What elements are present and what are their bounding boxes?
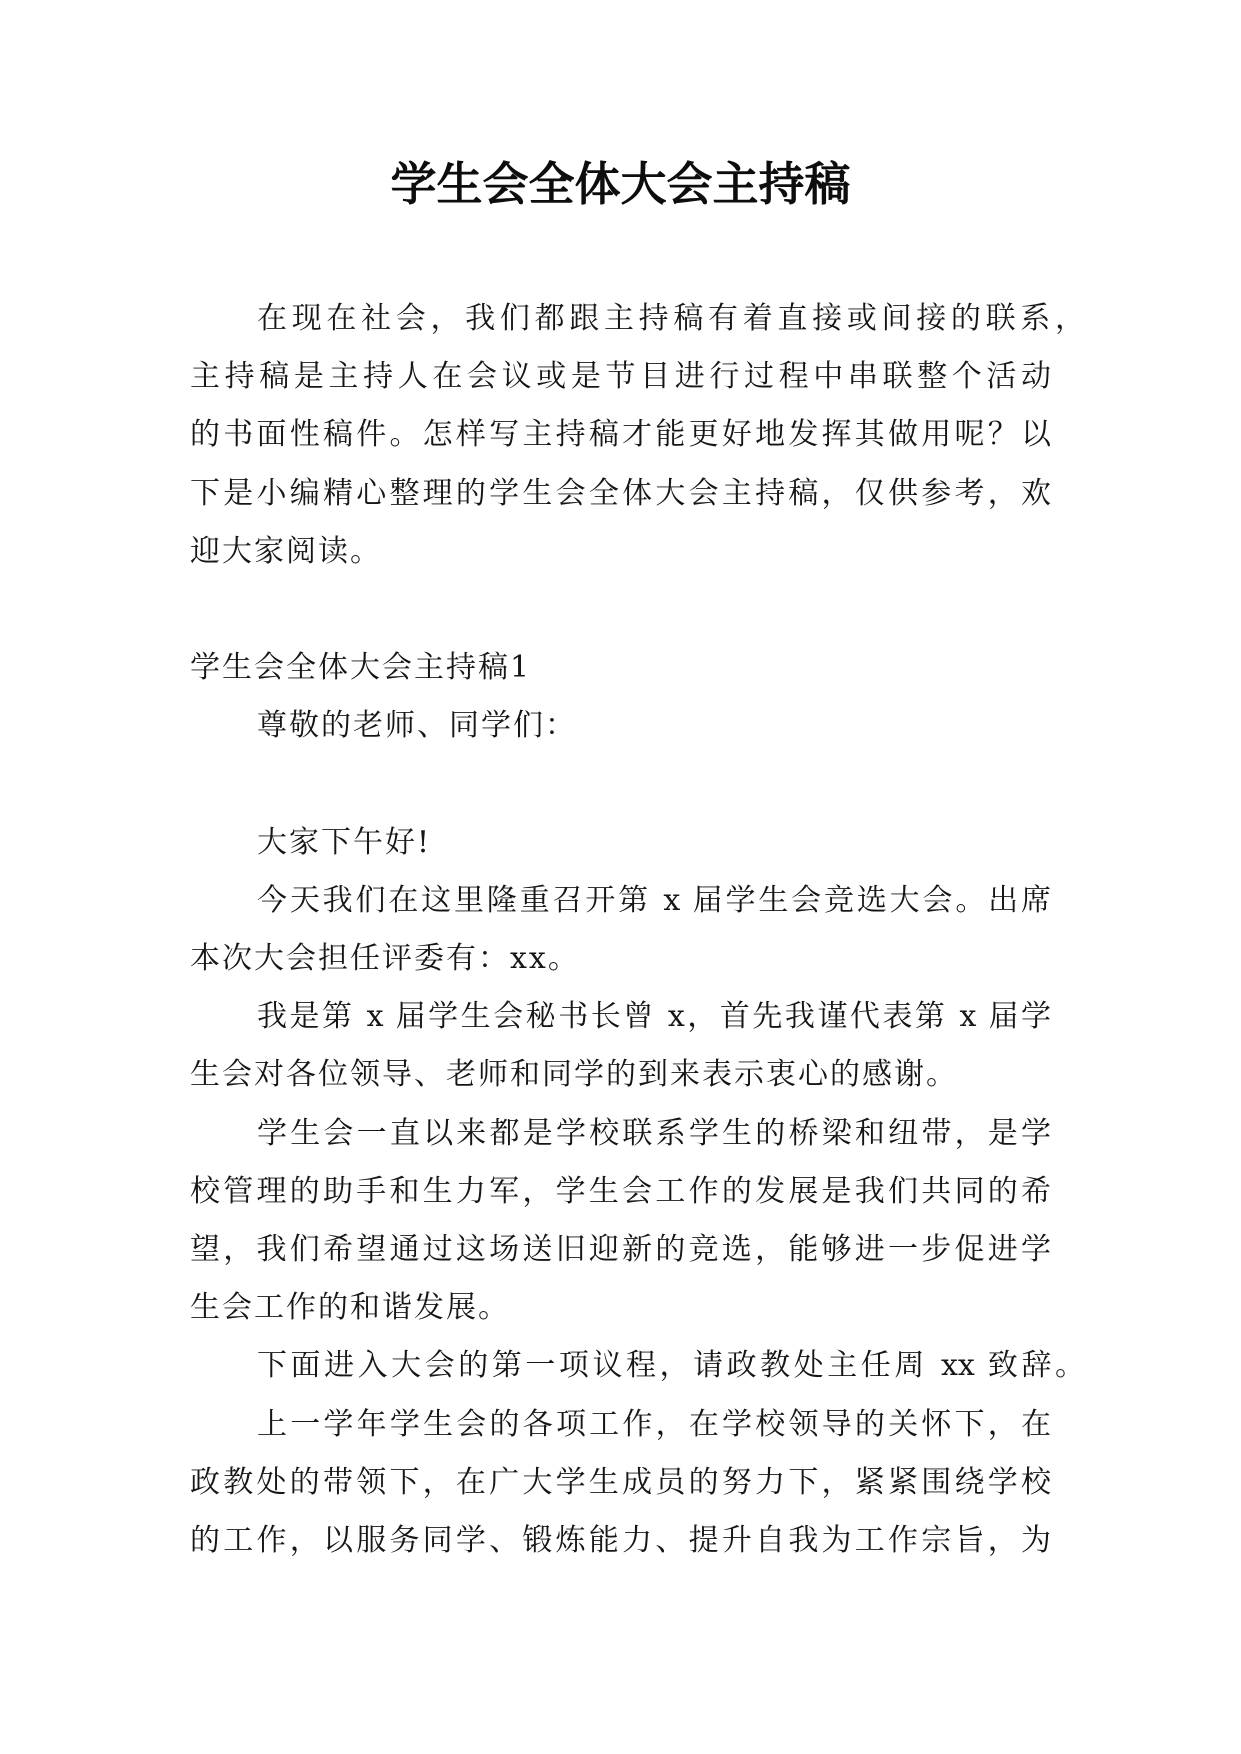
paragraph-line: 我是第 x 届学生会秘书长曾 x，首先我谨代表第 x 届学 (257, 999, 1051, 1035)
paragraph (190, 1105, 1051, 1338)
paragraph-line: 在现在社会，我们都跟主持稿有着直接或间接的联系， (257, 301, 1085, 336)
paragraph-line: 的工作，以服务同学、锻炼能力、提升自我为工作宗旨，为 (190, 1522, 1051, 1558)
paragraph-line: 本次大会担任评委有：xx。 (190, 941, 580, 977)
paragraph-line: 政教处的带领下，在广大学生成员的努力下，紧紧围绕学校 (190, 1464, 1051, 1500)
paragraph-line: 校管理的助手和生力军，学生会工作的发展是我们共同的希 (190, 1173, 1051, 1209)
paragraph-line: 生会对各位领导、老师和同学的到来表示衷心的感谢。 (190, 1057, 958, 1093)
paragraph-line: 今天我们在这里隆重召开第 x 届学生会竞选大会。出席 (257, 882, 1051, 918)
document-title: 学生会全体大会主持稿 (390, 157, 851, 211)
paragraph-line: 生会工作的和谐发展。 (190, 1290, 510, 1326)
greeting: 大家下午好! (257, 824, 432, 860)
paragraph (190, 1337, 1085, 1395)
paragraph-line: 的书面性稿件。怎样写主持稿才能更好地发挥其做用呢？以 (190, 417, 1051, 453)
spacer (190, 756, 1051, 814)
paragraph (190, 1396, 1051, 1571)
document-body (190, 290, 1085, 1570)
paragraph-line: 望，我们希望通过这场送旧迎新的竞选，能够进一步促进学 (190, 1232, 1051, 1267)
paragraph-line: 迎大家阅读。 (190, 533, 382, 569)
paragraph-line: 学生会一直以来都是学校联系学生的桥梁和纽带，是学 (257, 1115, 1051, 1151)
paragraph (190, 988, 1051, 1104)
section-heading: 学生会全体大会主持稿1 (190, 650, 532, 686)
paragraph-line: 下面进入大会的第一项议程，请政教处主任周 xx 致辞。 (257, 1348, 1085, 1384)
salutation: 尊敬的老师、同学们： (257, 708, 577, 744)
paragraph-line: 主持稿是主持人在会议或是节目进行过程中串联整个活动 (190, 359, 1051, 395)
paragraph-line: 上一学年学生会的各项工作，在学校领导的关怀下，在 (257, 1406, 1051, 1442)
intro-paragraph (190, 290, 1085, 581)
paragraph-line: 下是小编精心整理的学生会全体大会主持稿，仅供参考，欢 (190, 475, 1051, 511)
paragraph (190, 872, 1051, 988)
spacer (190, 581, 1051, 639)
